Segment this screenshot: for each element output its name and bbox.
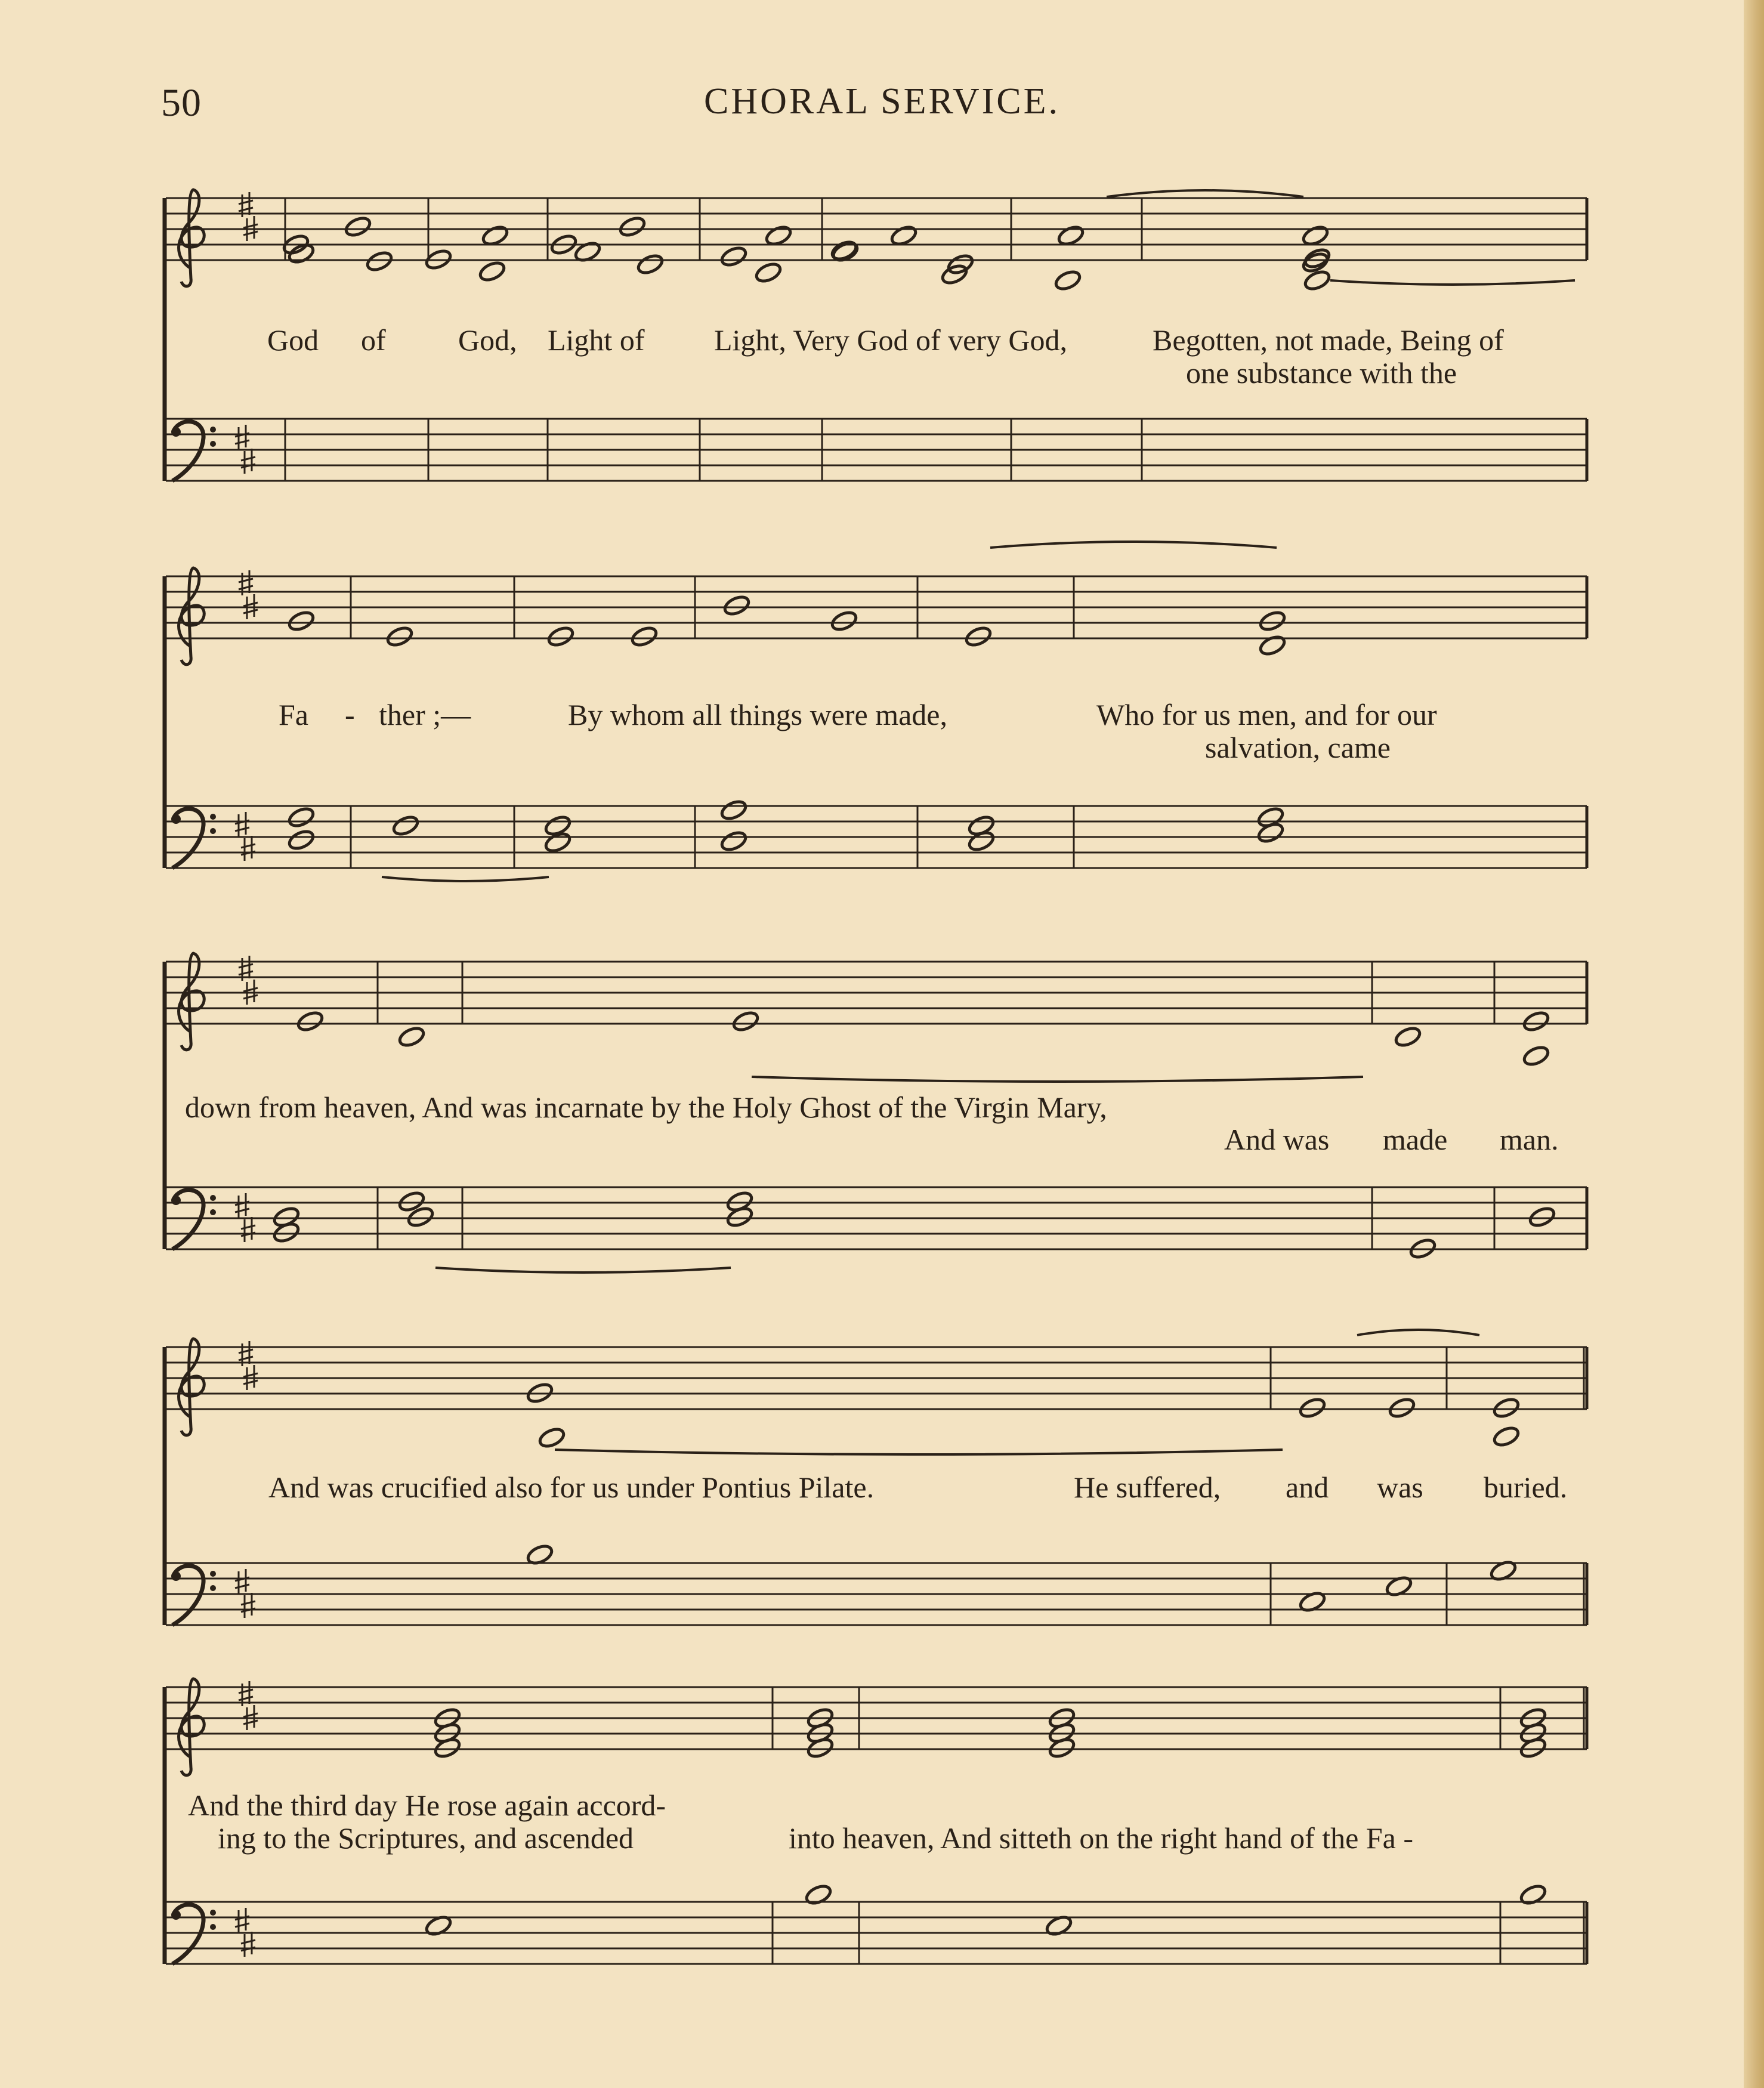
treble-clef-icon [179, 190, 205, 286]
lyric-by-whom: By whom all things were made, [568, 698, 947, 731]
treble-clef-icon [179, 1679, 205, 1775]
half-note [1522, 1009, 1550, 1033]
sharp-icon [235, 425, 249, 450]
half-note [287, 609, 316, 633]
half-note [731, 1009, 760, 1033]
half-note [391, 814, 420, 838]
half-note [618, 215, 647, 239]
bass-clef-dot [210, 814, 216, 820]
half-note [296, 1009, 325, 1033]
lyric-was: was [1377, 1471, 1423, 1504]
half-note [940, 262, 969, 286]
half-note [1258, 634, 1287, 657]
slur [990, 542, 1277, 548]
slur [382, 877, 549, 881]
page-number: 50 [161, 81, 202, 125]
bass-clef-dot [210, 1209, 216, 1215]
slur [1357, 1330, 1479, 1335]
half-note [630, 625, 659, 648]
lyric-he-suffered: He suffered, [1074, 1471, 1221, 1504]
sharp-icon [235, 812, 249, 837]
lyric-god-2: God, [458, 323, 517, 357]
half-note [1258, 609, 1287, 633]
bass-clef-dot [210, 441, 216, 447]
sharp-icon [241, 449, 255, 474]
slur [435, 1268, 731, 1272]
half-note [1394, 1025, 1422, 1049]
treble-clef-icon [179, 1339, 205, 1435]
bass-clef-dot [210, 1910, 216, 1916]
sharp-icon [241, 1593, 255, 1618]
sharp-icon [241, 836, 255, 861]
bass-clef-dot [171, 1196, 181, 1205]
lyric-of: of [361, 323, 386, 357]
lyric-who-for-us: Who for us men, and for our [1096, 698, 1437, 731]
lyric-third-day: And the third day He rose again accord- [188, 1789, 666, 1822]
bass-clef-dot [171, 814, 181, 824]
bass-clef-dot [210, 427, 216, 433]
half-note [1492, 1425, 1521, 1448]
lyric-one-substance: one substance with the [1186, 356, 1457, 390]
lyric-light-of: Light of [548, 323, 645, 357]
bass-clef-dot [210, 1195, 216, 1201]
half-note [719, 245, 748, 268]
lyric-fa: Fa [279, 698, 308, 731]
lyric-into-heaven: into heaven, And sitteth on the right hand of the Fa - [789, 1821, 1414, 1855]
bass-clef-dot [171, 427, 181, 437]
lyric-down-from-heaven: down from heaven, And was incarnate by the Holy Ghost of the Virgin Mary, [185, 1091, 1107, 1124]
half-note [537, 1426, 566, 1450]
half-note [287, 828, 316, 852]
lyric-god-1: God [267, 323, 319, 357]
lyric-made: made [1383, 1123, 1448, 1156]
lyric-hyphen: - [345, 698, 355, 731]
lyric-ther: ther ;— [379, 698, 471, 731]
half-note [1298, 1396, 1327, 1420]
half-note [365, 249, 394, 273]
treble-clef-icon [179, 953, 205, 1050]
lyric-and: and [1286, 1471, 1329, 1504]
half-note [722, 594, 751, 617]
half-note [804, 1883, 833, 1907]
half-note [946, 252, 975, 276]
sharp-icon [235, 1908, 249, 1933]
treble-clef-icon [179, 568, 205, 665]
half-note [1388, 1396, 1416, 1420]
slur [555, 1450, 1283, 1454]
half-note [754, 261, 783, 285]
lyric-begotten: Begotten, not made, Being of [1153, 323, 1504, 357]
bass-clef-dot [210, 1585, 216, 1591]
half-note [964, 625, 993, 648]
bass-clef-dot [171, 1910, 181, 1920]
bass-clef-dot [210, 1571, 216, 1577]
lyric-buried: buried. [1484, 1471, 1568, 1504]
slur [1107, 190, 1303, 197]
half-note [1054, 268, 1082, 292]
sharp-icon [241, 1932, 255, 1957]
half-note [1492, 1396, 1521, 1420]
lyric-salvation: salvation, came [1205, 731, 1391, 764]
slur [1330, 280, 1575, 285]
half-note [385, 625, 414, 648]
half-note [1303, 246, 1332, 270]
bass-clef-dot [210, 828, 216, 834]
running-title: CHORAL SERVICE. [704, 81, 1060, 122]
half-note [397, 1025, 426, 1049]
lyric-light-very-god: Light, Very God of very God, [714, 323, 1068, 357]
half-note [546, 625, 575, 648]
half-note [1522, 1044, 1550, 1068]
lyric-crucified: And was crucified also for us under Pontius Pilate. [268, 1471, 875, 1504]
sharp-icon [235, 1569, 249, 1594]
sharp-icon [235, 1193, 249, 1218]
half-note [1303, 268, 1332, 292]
half-note [1519, 1883, 1547, 1907]
half-note [1528, 1205, 1556, 1229]
slur [752, 1077, 1363, 1082]
half-note [830, 609, 858, 633]
lyric-man: man. [1500, 1123, 1559, 1156]
bass-clef-dot [210, 1924, 216, 1930]
half-note [636, 252, 665, 276]
bass-clef-dot [171, 1571, 181, 1581]
lyric-and-was: And was [1224, 1123, 1330, 1156]
half-note [719, 829, 748, 853]
half-note [719, 798, 748, 822]
half-note [287, 805, 316, 829]
half-note [344, 215, 372, 239]
sharp-icon [241, 1217, 255, 1242]
half-note [478, 260, 506, 283]
lyric-scriptures: ing to the Scriptures, and ascended [218, 1821, 634, 1855]
